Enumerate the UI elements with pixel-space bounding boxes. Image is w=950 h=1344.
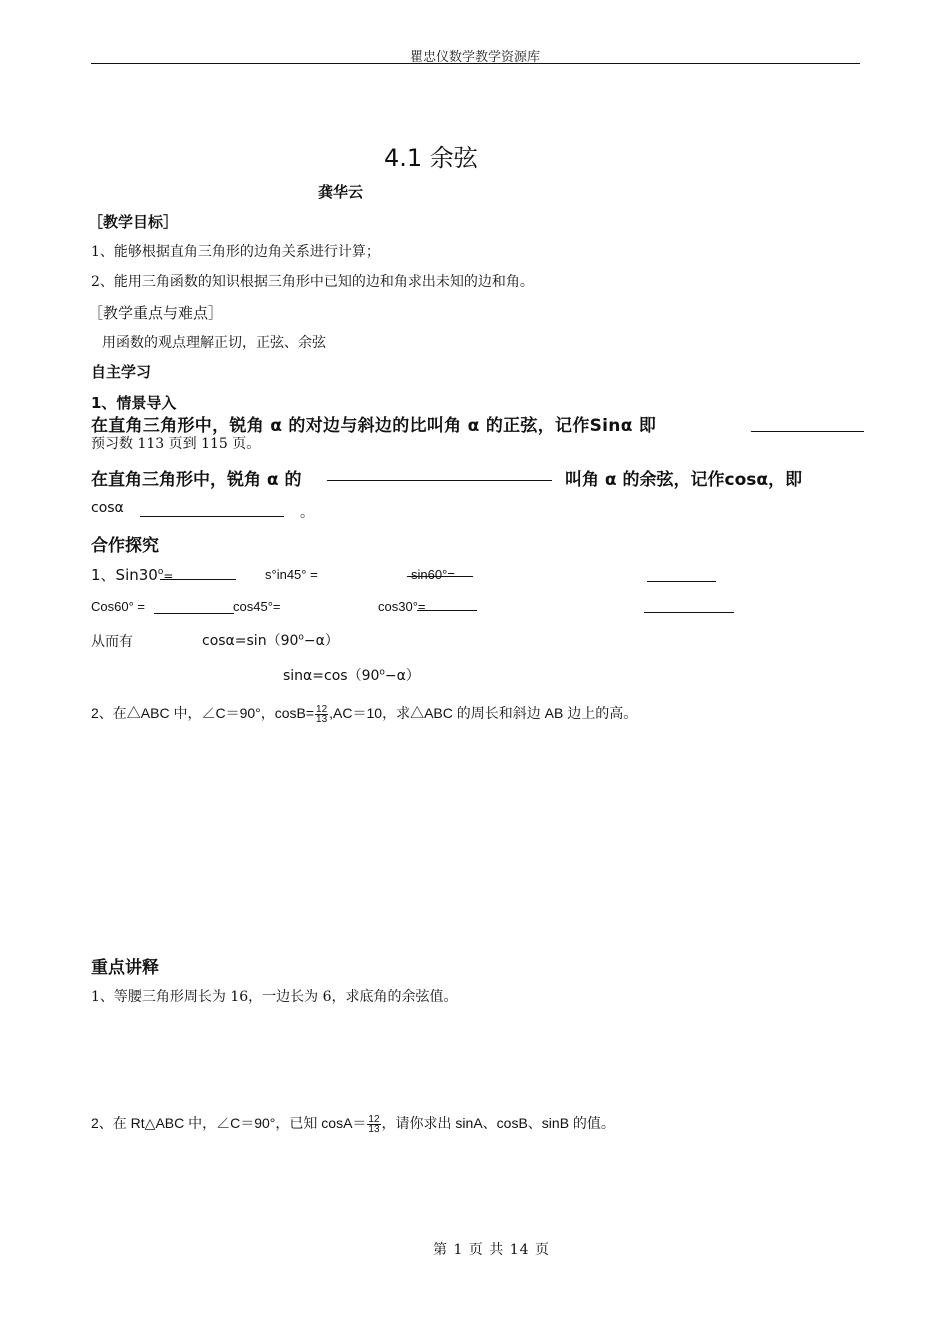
therefore-text: 从而有 — [91, 634, 133, 650]
cosine-definition-b: 叫角 α 的余弦，记作cosα，即 — [565, 470, 803, 490]
blank-cos-alpha — [140, 516, 284, 517]
page-header: 瞿忠仪数学教学资源库 — [409, 50, 540, 65]
fraction-12-13: $\frac{12}{13}$ — [316, 703, 328, 725]
document-title: 4.1 余弦 — [384, 144, 478, 172]
header-rule — [91, 63, 860, 64]
keypoints-text: 用函数的观点理解正切，正弦、余弦 — [102, 335, 326, 351]
cosine-definition-a: 在直角三角形中，锐角 α 的 — [91, 470, 302, 490]
sin45-label: s°in45° = — [265, 567, 318, 582]
sin60-label: sin60°= — [411, 567, 455, 582]
objectives-heading: ［教学目标］ — [88, 213, 179, 231]
cooperate-question-2: 2、在△ABC 中，∠C＝90°，cosB= $\frac{12}{13}$ ,AC＝10，求△ABC 的周长和斜边 AB 边上的高。 — [91, 703, 638, 725]
cos45-label: cos45°= — [233, 599, 281, 614]
keypoints-heading: ［教学重点与难点］ — [88, 304, 224, 322]
cos60-label: Cos60° = — [91, 599, 145, 614]
cos-alpha-label: cosα — [91, 500, 124, 516]
cos30-label: cos30°= — [378, 599, 426, 614]
blank-sin30 — [160, 579, 236, 580]
sin60-strike — [407, 576, 473, 577]
fraction-12-13-b: $\frac{12}{13}$ — [368, 1113, 380, 1135]
blank-cos60 — [154, 613, 234, 614]
cooperate-heading: 合作探究 — [91, 536, 159, 556]
page-footer: 第 1 页 共 14 页 — [433, 1242, 550, 1258]
self-study-heading: 自主学习 — [91, 363, 152, 381]
objective-1: 1、能够根据直角三角形的边角关系进行计算； — [91, 244, 380, 260]
preview-note: 预习数 113 页到 115 页。 — [91, 436, 261, 452]
blank-cosine-def — [327, 480, 552, 481]
blank-cos45 — [644, 612, 734, 613]
sin30-label: 1、$Sin30^o=$ — [91, 566, 174, 584]
blank-cos30 — [417, 610, 477, 611]
key-question-1: 1、等腰三角形周长为 16，一边长为 6，求底角的余弦值。 — [91, 989, 458, 1005]
cofunction-formula-2: $\sin\alpha=\cos(90^o-\alpha)$ — [283, 667, 420, 684]
key-question-2: 2、在 Rt△ABC 中，∠C＝90°，已知 cosA＝ $\frac{12}{13}$ ，请你求出 sinA、cosB、sinB 的值。 — [91, 1113, 615, 1135]
blank-sine — [751, 431, 864, 432]
author: 龚华云 — [318, 183, 364, 201]
intro-heading: 1、情景导入 — [91, 394, 177, 412]
cofunction-formula-1: $\cos\alpha=\sin(90^o-\alpha)$ — [202, 632, 339, 649]
sine-definition: 在直角三角形中，锐角 α 的对边与斜边的比叫角 α 的正弦，记作Sinα 即 — [91, 416, 657, 436]
objective-2: 2、能用三角函数的知识根据三角形中已知的边和角求出未知的边和角。 — [91, 274, 534, 290]
blank-sin60 — [647, 581, 716, 582]
cos-alpha-period: 。 — [300, 505, 314, 521]
key-explain-heading: 重点讲释 — [91, 958, 159, 978]
